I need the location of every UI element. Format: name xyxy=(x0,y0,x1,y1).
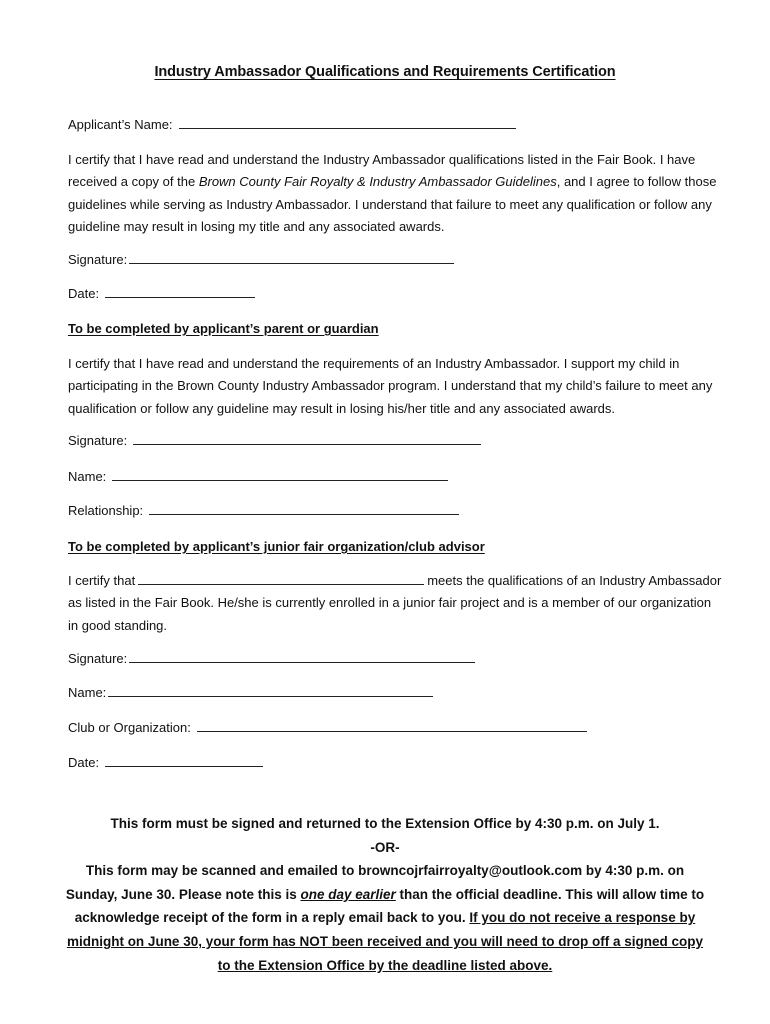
one-day-earlier-emphasis: one day earlier xyxy=(300,886,396,902)
parent-relationship-line[interactable] xyxy=(149,513,459,515)
advisor-signature-field xyxy=(68,651,475,666)
advisor-club-label: Club or Organization: xyxy=(68,720,191,735)
parent-name-line[interactable] xyxy=(112,479,448,481)
advisor-applicant-name-line[interactable] xyxy=(138,573,424,585)
applicant-date-field xyxy=(68,286,255,301)
applicant-name-label: Applicant’s Name: xyxy=(68,117,173,132)
email-instructions-part2: than the official deadline. This will allow time to acknowledge receipt of the form in a reply email back to you. xyxy=(74,886,705,926)
advisor-certification-text xyxy=(68,570,723,637)
email-instructions xyxy=(60,859,710,977)
or-separator: -OR- xyxy=(370,839,400,855)
advisor-name-field xyxy=(68,685,433,700)
applicant-certify-part1: I certify that I have read and understand the Industry Ambassador qualifications listed in the Fair Book. I have received a copy of the xyxy=(68,152,696,190)
no-response-warning: If you do not receive a response by midnight on June 30, your form has NOT been received and you will need to drop off a signed copy to the Extension Office by the deadline listed above. xyxy=(66,910,704,973)
applicant-certify-part2: , and I agree to follow those guidelines while serving as Industry Ambassador. I understand that failure to meet any qualification or follow any guideline may result in losing my title and any associated awards. xyxy=(68,174,717,234)
advisor-club-line[interactable] xyxy=(197,730,587,732)
parent-relationship-label: Relationship: xyxy=(68,503,144,518)
advisor-date-field xyxy=(68,755,263,770)
parent-relationship-field xyxy=(68,503,459,518)
guidelines-title: Brown County Fair Royalty & Industry Ambassador Guidelines xyxy=(198,174,557,190)
advisor-signature-line[interactable] xyxy=(129,661,475,663)
advisor-signature-label: Signature: xyxy=(68,651,128,666)
advisor-date-label: Date: xyxy=(68,755,100,770)
advisor-certify-part1: I certify that xyxy=(68,573,136,588)
advisor-name-label: Name: xyxy=(68,685,107,700)
parent-signature-field xyxy=(68,433,481,448)
applicant-signature-field xyxy=(68,252,454,267)
parent-certification-text: I certify that I have read and understand the requirements of an Industry Ambassador. I support my child in participating in the Brown County Industry Ambassador program. I understand that my child’s failure to meet any qualification or follow any guideline may result in losing his/her title and any associated awards. xyxy=(68,356,713,416)
advisor-club-field xyxy=(68,720,587,735)
deadline-line: This form must be signed and returned to the Extension Office by 4:30 p.m. on July 1. xyxy=(110,816,660,831)
applicant-signature-line[interactable] xyxy=(129,262,454,264)
submission-instructions xyxy=(60,812,710,977)
parent-signature-line[interactable] xyxy=(133,443,481,445)
form-title: Industry Ambassador Qualifications and Requirements Certification xyxy=(154,64,616,80)
advisor-name-line[interactable] xyxy=(108,695,433,697)
advisor-section-heading: To be completed by applicant’s junior fair organization/club advisor xyxy=(68,539,485,554)
parent-name-field xyxy=(68,469,448,484)
parent-name-label: Name: xyxy=(68,469,107,484)
applicant-name-line[interactable] xyxy=(179,127,516,129)
applicant-certification-text xyxy=(68,149,723,238)
advisor-certify-part2: meets the qualifications of an Industry Ambassador as listed in the Fair Book. He/she is currently enrolled in a junior fair project and is a member of our organization in good standing. xyxy=(68,573,722,633)
email-instructions-part1: This form may be scanned and emailed to browncojrfairroyalty@outlook.com by 4:30 p.m. on Sunday, June 30. Please note this is xyxy=(65,863,685,902)
applicant-name-field xyxy=(68,117,516,132)
applicant-signature-label: Signature: xyxy=(68,252,128,267)
applicant-date-label: Date: xyxy=(68,286,100,301)
parent-section-heading: To be completed by applicant’s parent or guardian xyxy=(68,321,379,336)
advisor-date-line[interactable] xyxy=(105,765,263,767)
applicant-date-line[interactable] xyxy=(105,296,255,298)
parent-signature-label: Signature: xyxy=(68,433,128,448)
